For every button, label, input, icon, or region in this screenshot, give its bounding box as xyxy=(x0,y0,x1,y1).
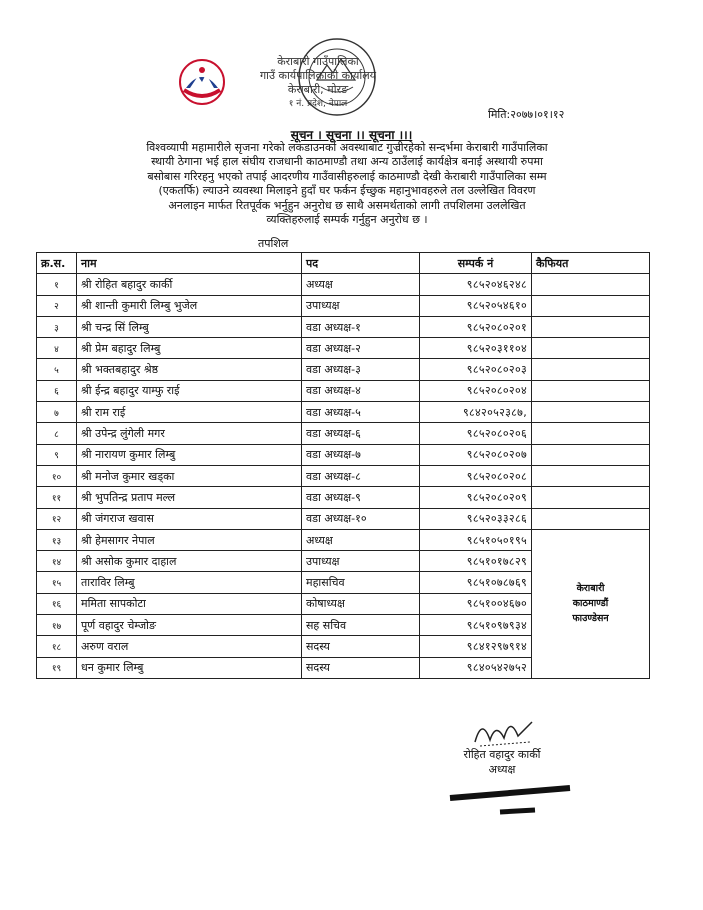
remark-line: फाउण्डेसन xyxy=(572,613,609,625)
cell-name: श्री मनोज कुमार खड्का xyxy=(77,465,302,486)
handwritten-signature xyxy=(470,712,540,752)
table-header-row xyxy=(37,253,650,274)
cell-name: श्री रोहित बहादुर कार्की xyxy=(77,274,302,295)
table-row xyxy=(37,487,650,508)
contact-table xyxy=(36,252,650,679)
cell-contact: ९८५२०३११०४ xyxy=(420,338,532,359)
cell-remarks xyxy=(532,487,650,508)
signatory-title: अध्यक्ष xyxy=(488,763,516,776)
cell-name: श्री भुपतिन्द्र प्रताप मल्ल xyxy=(77,487,302,508)
paragraph-line-6: व्यक्तिहरुलाई सम्पर्क गर्नुहुन अनुरोध छ । xyxy=(266,213,428,227)
cell-serial: ८ xyxy=(37,423,77,444)
cell-name: धन कुमार लिम्बु xyxy=(77,657,302,678)
table-row xyxy=(37,423,650,444)
cell-post: वडा अध्यक्ष-६ xyxy=(302,423,420,444)
cell-post: वडा अध्यक्ष-४ xyxy=(302,380,420,401)
cell-remarks-group xyxy=(532,529,650,678)
cell-post: अध्यक्ष xyxy=(302,274,420,295)
header-post: पद xyxy=(302,253,420,274)
paragraph-line-5: अनलाइन मार्फत रितपूर्वक भर्नुहुन अनुरोध छ साथै असमर्थताको लागी तपशिलमा उललेखित xyxy=(168,198,526,212)
table-row xyxy=(37,508,650,529)
cell-contact: ९८५१०५०१९५ xyxy=(420,529,532,550)
cell-post: सह सचिव xyxy=(302,615,420,636)
table-row xyxy=(37,338,650,359)
cell-contact: ९८४२०५२३८७, xyxy=(420,402,532,423)
cell-serial: १३ xyxy=(37,529,77,550)
table-row xyxy=(37,380,650,401)
table-row xyxy=(37,402,650,423)
paragraph-line-2: स्थायी ठेगाना भई हाल संघीय राजधानी काठमाण्डौ तथा अन्य ठाउँलाई कार्यक्षेत्र बनाई अस्थायी रुपमा xyxy=(151,155,543,169)
cell-serial: ६ xyxy=(37,380,77,401)
cell-remarks xyxy=(532,444,650,465)
cell-contact: ९८५२०८०२०४ xyxy=(420,380,532,401)
cell-name: श्री ईन्द्र बहादुर याम्फु राई xyxy=(77,380,302,401)
cell-post: वडा अध्यक्ष-७ xyxy=(302,444,420,465)
signatory-name: रोहित वहादुर कार्की xyxy=(463,748,541,761)
cell-post: वडा अध्यक्ष-९ xyxy=(302,487,420,508)
header-line-4: १ नं. प्रदेश, नेपाल xyxy=(288,99,348,109)
cell-remarks xyxy=(532,402,650,423)
cell-serial: १७ xyxy=(37,615,77,636)
cell-serial: ५ xyxy=(37,359,77,380)
cell-post: वडा अध्यक्ष-२ xyxy=(302,338,420,359)
cell-contact: ९८५२०८०२०१ xyxy=(420,316,532,337)
cell-name: श्री राम राई xyxy=(77,402,302,423)
header-line-3: केराबारी, मोरङ xyxy=(287,83,349,96)
cell-remarks xyxy=(532,465,650,486)
cell-remarks xyxy=(532,338,650,359)
cell-contact: ९८५२०३३२८६ xyxy=(420,508,532,529)
cell-serial: ४ xyxy=(37,338,77,359)
cell-contact: ९८५२०८०२०३ xyxy=(420,359,532,380)
table-row xyxy=(37,444,650,465)
cell-serial: ३ xyxy=(37,316,77,337)
cell-post: वडा अध्यक्ष-५ xyxy=(302,402,420,423)
remark-line: काठमाण्डौं xyxy=(572,598,609,610)
cell-name: ममिता सापकोटा xyxy=(77,593,302,614)
table-row xyxy=(37,465,650,486)
notice-paragraph xyxy=(48,141,646,227)
table-caption: तपशिल xyxy=(258,237,289,250)
cell-name: अरुण वराल xyxy=(77,636,302,657)
cell-serial: ७ xyxy=(37,402,77,423)
cell-contact: ९८५१०१७८२९ xyxy=(420,551,532,572)
cell-name: श्री प्रेम बहादुर लिम्बु xyxy=(77,338,302,359)
cell-name: श्री उपेन्द्र लुंगेली मगर xyxy=(77,423,302,444)
cell-post: वडा अध्यक्ष-१० xyxy=(302,508,420,529)
table-row xyxy=(37,316,650,337)
table-row xyxy=(37,359,650,380)
paragraph-line-1: विश्वव्यापी महामारीले सृजना गरेको लकडाउनको अवस्थाबाट गुज्रीरहेको सन्दर्भमा केराबारी गाउँपालिका xyxy=(146,141,548,154)
header-name: नाम xyxy=(77,253,302,274)
cell-name: श्री भक्तबहादुर श्रेष्ठ xyxy=(77,359,302,380)
cell-remarks xyxy=(532,423,650,444)
cell-contact: ९८५२०४६२४८ xyxy=(420,274,532,295)
cell-post: अध्यक्ष xyxy=(302,529,420,550)
cell-contact: ९८५२०८०२०९ xyxy=(420,487,532,508)
cell-name: श्री शान्ती कुमारी लिम्बु भुजेल xyxy=(77,295,302,316)
cell-contact: ९८५१०९७९३४ xyxy=(420,615,532,636)
cell-contact: ९८४०५४२७५२ xyxy=(420,657,532,678)
header-contact: सम्पर्क नं xyxy=(420,253,532,274)
cell-serial: ११ xyxy=(37,487,77,508)
office-header xyxy=(228,55,408,111)
cell-remarks xyxy=(532,316,650,337)
cell-name: श्री जंगराज खवास xyxy=(77,508,302,529)
table-row xyxy=(37,295,650,316)
header-serial: क्र.स. xyxy=(37,253,77,274)
table-row xyxy=(37,274,650,295)
cell-serial: १८ xyxy=(37,636,77,657)
cell-serial: ९ xyxy=(37,444,77,465)
cell-post: वडा अध्यक्ष-१ xyxy=(302,316,420,337)
header-line-2: गाउँ कार्यपालिकाको कार्यालय xyxy=(259,69,377,82)
name-stamp xyxy=(440,780,580,820)
cell-contact: ९८५२०८०२०६ xyxy=(420,423,532,444)
table-row xyxy=(37,529,650,550)
cell-name: श्री असोक कुमार दाहाल xyxy=(77,551,302,572)
cell-post: वडा अध्यक्ष-३ xyxy=(302,359,420,380)
cell-serial: १५ xyxy=(37,572,77,593)
cell-remarks xyxy=(532,359,650,380)
cell-remarks xyxy=(532,508,650,529)
header-remarks: कैफियत xyxy=(532,253,650,274)
paragraph-line-4: (एकतर्फि) ल्याउने व्यवस्था मिलाइने हुदाँ घर फर्कन ईच्छुक महानुभावहरुले तल उल्लेखित विवरण xyxy=(158,184,536,198)
cell-contact: ९८५२०५४६१० xyxy=(420,295,532,316)
cell-contact: ९८५२०८०२०७ xyxy=(420,444,532,465)
cell-post: सदस्य xyxy=(302,636,420,657)
cell-serial: १६ xyxy=(37,593,77,614)
remark-line: केराबारी xyxy=(576,583,605,595)
cell-remarks xyxy=(532,274,650,295)
cell-serial: १९ xyxy=(37,657,77,678)
header-line-1: केराबारी गाउँपालिका xyxy=(277,55,359,68)
cell-name: श्री चन्द्र सिं लिम्बु xyxy=(77,316,302,337)
cell-contact: ९८४१२९७९१४ xyxy=(420,636,532,657)
cell-name: श्री हेमसागर नेपाल xyxy=(77,529,302,550)
notice-title: सूचन । सूचना ।। सूचना ।।। xyxy=(290,128,413,142)
cell-post: सदस्य xyxy=(302,657,420,678)
cell-post: उपाध्यक्ष xyxy=(302,295,420,316)
cell-serial: १० xyxy=(37,465,77,486)
cell-post: उपाध्यक्ष xyxy=(302,551,420,572)
cell-contact: ९८५२०८०२०८ xyxy=(420,465,532,486)
cell-remarks xyxy=(532,295,650,316)
cell-name: ताराविर लिम्बु xyxy=(77,572,302,593)
cell-remarks xyxy=(532,380,650,401)
cell-contact: ९८५१००४६७० xyxy=(420,593,532,614)
cell-name: श्री नारायण कुमार लिम्बु xyxy=(77,444,302,465)
nepal-emblem-logo xyxy=(178,58,226,106)
cell-serial: १ xyxy=(37,274,77,295)
cell-serial: १२ xyxy=(37,508,77,529)
cell-contact: ९८५१०७८७६९ xyxy=(420,572,532,593)
cell-serial: २ xyxy=(37,295,77,316)
cell-serial: १४ xyxy=(37,551,77,572)
cell-post: महासचिव xyxy=(302,572,420,593)
cell-name: पूर्ण वहादुर चेम्जोङ xyxy=(77,615,302,636)
paragraph-line-3: बसोबास गरिरहनु भएको तपाई आदरणीय गाउँवासीहरुलाई काठमाण्डौ देखी केराबारी गाउँपालिका सम्म xyxy=(147,169,547,183)
cell-post: कोषाध्यक्ष xyxy=(302,593,420,614)
cell-post: वडा अध्यक्ष-८ xyxy=(302,465,420,486)
notice-date: मिति:२०७७।०१।१२ xyxy=(488,108,565,121)
